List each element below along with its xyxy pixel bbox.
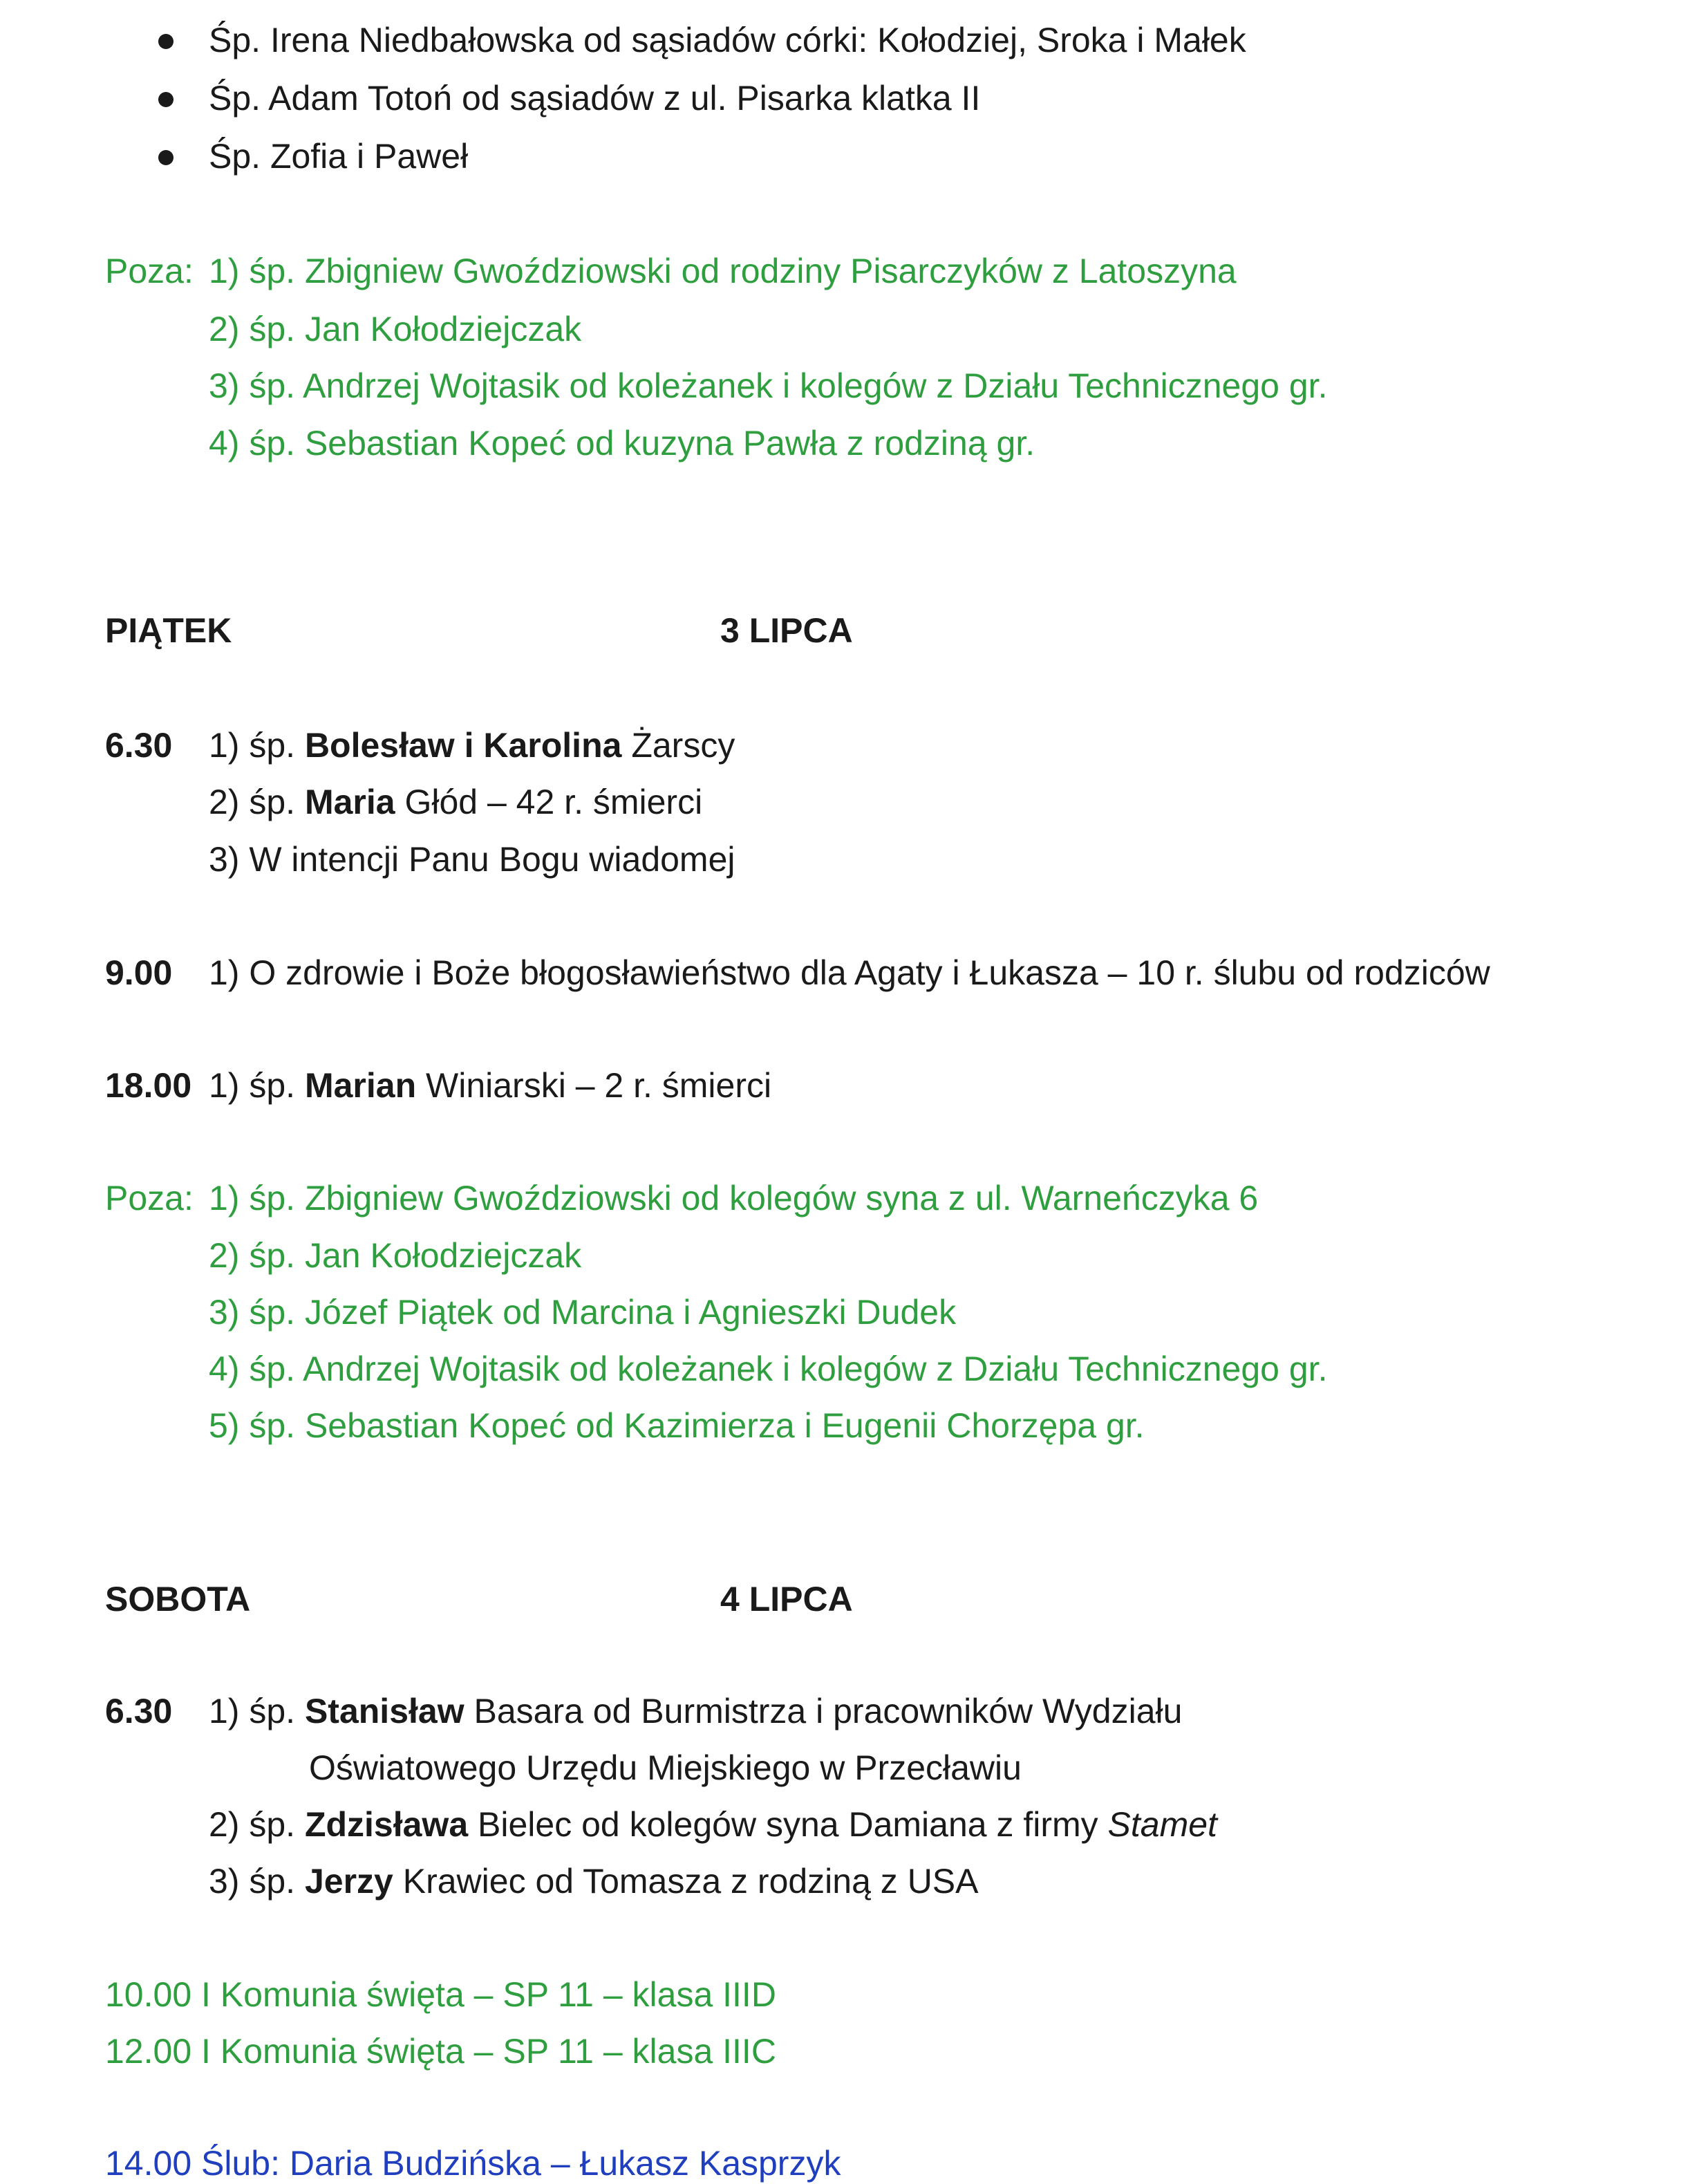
bullet-item: Śp. Adam Totoń od sąsiadów z ul. Pisarka klatka II — [209, 79, 981, 118]
mass-time: 6.30 — [105, 1692, 173, 1730]
mass-intention-continued: Oświatowego Urzędu Miejskiego w Przecławiu — [309, 1748, 1022, 1787]
mass-intention — [209, 781, 702, 823]
mass-intention — [209, 1860, 979, 1902]
day-heading: SOBOTA — [105, 1580, 251, 1618]
mass-intention: 1) O zdrowie i Boże błogosławieństwo dla Agaty i Łukasza – 10 r. ślubu od rodziców — [209, 953, 1490, 992]
poza-item: 3) śp. Andrzej Wojtasik od koleżanek i kolegów z Działu Technicznego gr. — [209, 366, 1328, 405]
mass-time: 6.30 — [105, 726, 173, 765]
mass-intention — [209, 1804, 1217, 1845]
date-heading: 3 LIPCA — [720, 611, 853, 650]
poza-item: 1) śp. Zbigniew Gwoździowski od kolegów syna z ul. Warneńczyka 6 — [209, 1179, 1259, 1217]
date-heading: 4 LIPCA — [720, 1580, 853, 1618]
poza-item: 3) śp. Józef Piątek od Marcina i Agnieszki Dudek — [209, 1293, 957, 1332]
intention-name: Jerzy — [304, 1862, 393, 1901]
poza-item: 2) śp. Jan Kołodziejczak — [209, 310, 582, 348]
mass-intention — [209, 725, 735, 766]
intention-name: Bolesław i Karolina — [304, 726, 622, 765]
poza-item: 2) śp. Jan Kołodziejczak — [209, 1236, 582, 1275]
poza-item: 4) śp. Andrzej Wojtasik od koleżanek i kolegów z Działu Technicznego gr. — [209, 1350, 1328, 1388]
communion-entry: 10.00 I Komunia święta – SP 11 – klasa IIID — [105, 1975, 776, 2014]
intention-name: Marian — [304, 1066, 417, 1105]
day-heading: PIĄTEK — [105, 611, 232, 650]
intention-suffix: Krawiec od Tomasza z rodziną z USA — [393, 1862, 979, 1901]
poza-label: Poza: — [105, 252, 194, 290]
poza-label: Poza: — [105, 1179, 194, 1217]
intention-name: Stanisław — [304, 1692, 464, 1730]
wedding-entry: 14.00 Ślub: Daria Budzińska – Łukasz Kasprzyk — [105, 2144, 841, 2183]
bullet-item: Śp. Zofia i Paweł — [209, 137, 469, 176]
mass-time: 18.00 — [105, 1066, 192, 1105]
intention-prefix: 1) śp. — [209, 1066, 305, 1105]
intention-suffix: Winiarski – 2 r. śmierci — [416, 1066, 772, 1105]
mass-intention: 3) W intencji Panu Bogu wiadomej — [209, 840, 735, 879]
intention-suffix: Żarscy — [621, 726, 735, 765]
intention-name: Zdzisława — [304, 1805, 469, 1844]
intention-suffix: Bielec od kolegów syna Damiana z firmy — [468, 1805, 1108, 1844]
intention-prefix: 2) śp. — [209, 783, 305, 821]
intention-prefix: 1) śp. — [209, 726, 305, 765]
mass-time: 9.00 — [105, 953, 173, 992]
intention-prefix: 3) śp. — [209, 1862, 305, 1901]
intention-name: Maria — [304, 783, 395, 821]
bullet-item: Śp. Irena Niedbałowska od sąsiadów córki: Kołodziej, Sroka i Małek — [209, 21, 1246, 59]
intention-suffix: Basara od Burmistrza i pracowników Wydziału — [464, 1692, 1183, 1730]
mass-intention — [209, 1065, 771, 1106]
bullet-dot — [158, 150, 173, 165]
company-name: Stamet — [1107, 1805, 1217, 1844]
poza-item: 4) śp. Sebastian Kopeć od kuzyna Pawła z rodziną gr. — [209, 424, 1035, 463]
communion-entry: 12.00 I Komunia święta – SP 11 – klasa IIIC — [105, 2032, 776, 2071]
poza-item: 1) śp. Zbigniew Gwoździowski od rodziny Pisarczyków z Latoszyna — [209, 252, 1237, 290]
bullet-dot — [158, 34, 173, 49]
intention-suffix: Głód – 42 r. śmierci — [395, 783, 703, 821]
bullet-dot — [158, 92, 173, 107]
intention-prefix: 2) śp. — [209, 1805, 305, 1844]
mass-intention — [209, 1690, 1182, 1732]
intention-prefix: 1) śp. — [209, 1692, 305, 1730]
poza-item: 5) śp. Sebastian Kopeć od Kazimierza i Eugenii Chorzępa gr. — [209, 1406, 1145, 1445]
